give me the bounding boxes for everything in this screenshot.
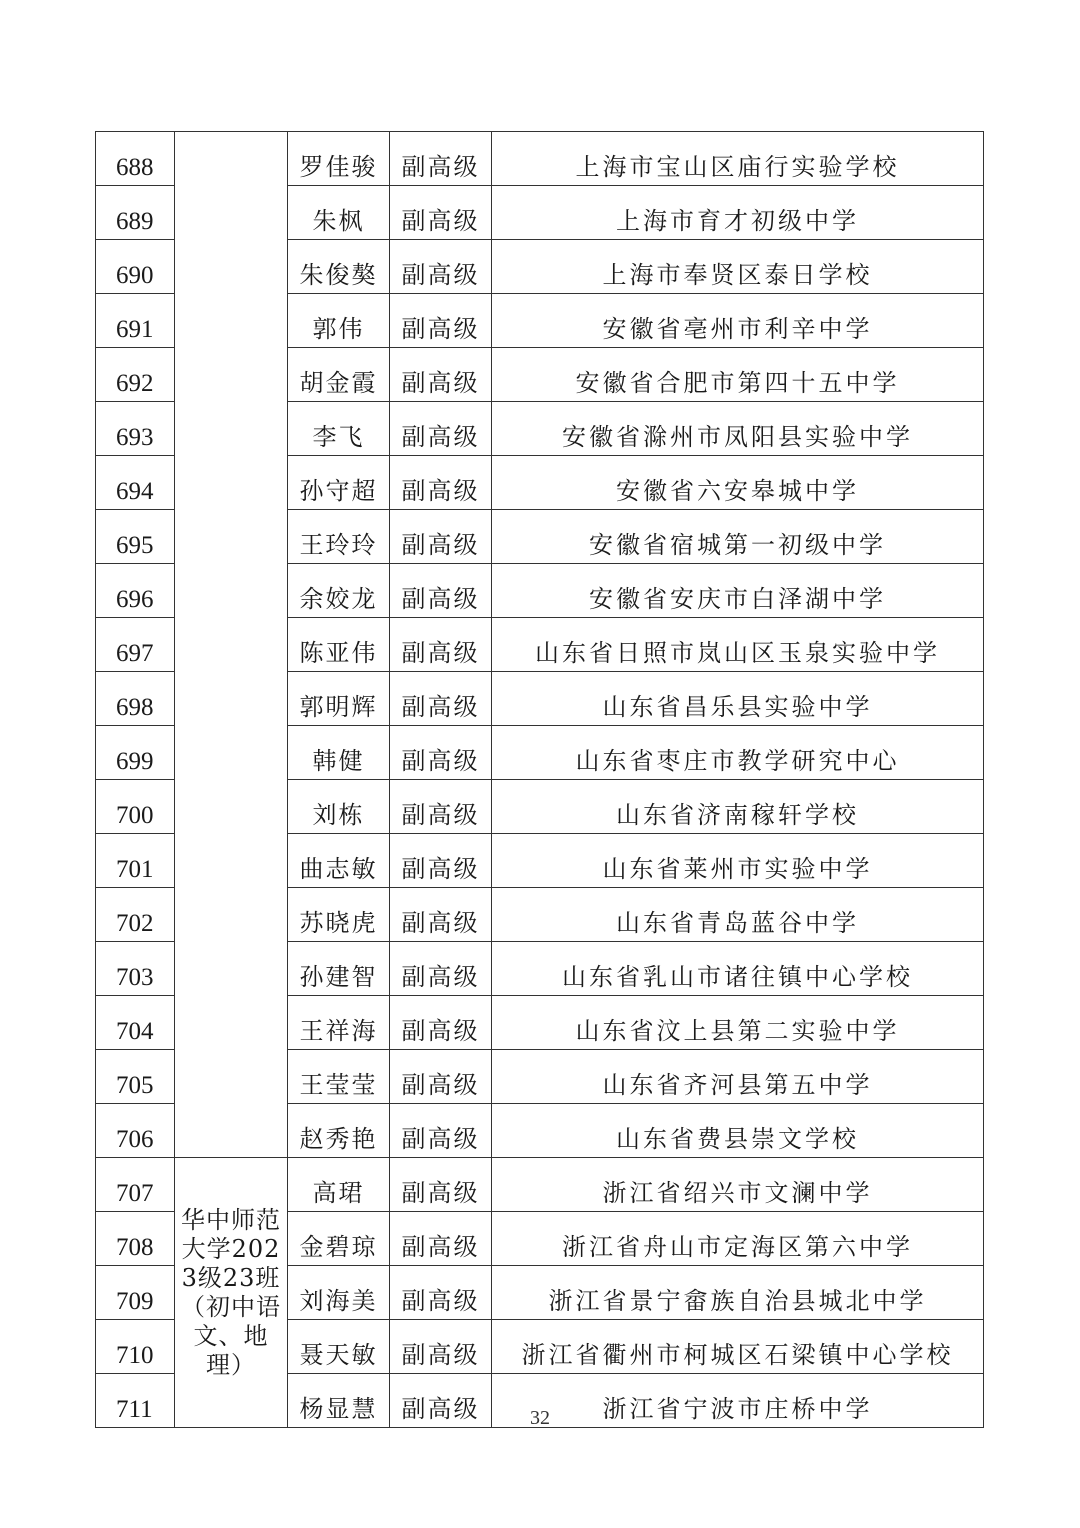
roster-table (95, 131, 984, 1428)
school-name-cell: 山东省莱州市实验中学 (492, 834, 984, 888)
teacher-name-cell: 金碧琼 (288, 1212, 390, 1266)
school-name-cell: 山东省齐河县第五中学 (492, 1050, 984, 1104)
teacher-name-cell: 王莹莹 (288, 1050, 390, 1104)
serial-number-cell: 696 (96, 564, 175, 618)
teacher-name-cell: 刘栋 (288, 780, 390, 834)
serial-number-cell: 697 (96, 618, 175, 672)
table-row (96, 132, 984, 186)
serial-number-cell: 694 (96, 456, 175, 510)
serial-number-cell: 710 (96, 1320, 175, 1374)
serial-number-cell: 703 (96, 942, 175, 996)
school-name-cell: 浙江省景宁畲族自治县城北中学 (492, 1266, 984, 1320)
teacher-name-cell: 李飞 (288, 402, 390, 456)
school-name-cell: 安徽省亳州市利辛中学 (492, 294, 984, 348)
teacher-name-cell: 孙守超 (288, 456, 390, 510)
professional-title-cell: 副高级 (390, 888, 492, 942)
serial-number-cell: 698 (96, 672, 175, 726)
school-name-cell: 安徽省安庆市白泽湖中学 (492, 564, 984, 618)
professional-title-cell: 副高级 (390, 726, 492, 780)
teacher-name-cell: 王玲玲 (288, 510, 390, 564)
professional-title-cell: 副高级 (390, 1212, 492, 1266)
professional-title-cell: 副高级 (390, 510, 492, 564)
teacher-name-cell: 高珺 (288, 1158, 390, 1212)
professional-title-cell: 副高级 (390, 402, 492, 456)
serial-number-cell: 708 (96, 1212, 175, 1266)
teacher-name-cell: 刘海美 (288, 1266, 390, 1320)
professional-title-cell: 副高级 (390, 186, 492, 240)
class-group-cell (175, 132, 288, 1158)
school-name-cell: 安徽省滁州市凤阳县实验中学 (492, 402, 984, 456)
teacher-name-cell: 郭明辉 (288, 672, 390, 726)
serial-number-cell: 704 (96, 996, 175, 1050)
serial-number-cell: 701 (96, 834, 175, 888)
serial-number-cell: 699 (96, 726, 175, 780)
professional-title-cell: 副高级 (390, 1050, 492, 1104)
school-name-cell: 上海市宝山区庙行实验学校 (492, 132, 984, 186)
teacher-name-cell: 陈亚伟 (288, 618, 390, 672)
page-number: 32 (530, 1407, 550, 1429)
teacher-name-cell: 朱俊獒 (288, 240, 390, 294)
teacher-name-cell: 苏晓虎 (288, 888, 390, 942)
serial-number-cell: 691 (96, 294, 175, 348)
teacher-name-cell: 杨显慧 (288, 1374, 390, 1428)
school-name-cell: 上海市育才初级中学 (492, 186, 984, 240)
teacher-name-cell: 罗佳骏 (288, 132, 390, 186)
professional-title-cell: 副高级 (390, 132, 492, 186)
serial-number-cell: 688 (96, 132, 175, 186)
serial-number-cell: 692 (96, 348, 175, 402)
school-name-cell: 安徽省六安皋城中学 (492, 456, 984, 510)
professional-title-cell: 副高级 (390, 618, 492, 672)
roster-body (96, 132, 984, 1428)
school-name-cell: 山东省济南稼轩学校 (492, 780, 984, 834)
professional-title-cell: 副高级 (390, 240, 492, 294)
school-name-cell: 安徽省合肥市第四十五中学 (492, 348, 984, 402)
teacher-name-cell: 韩健 (288, 726, 390, 780)
professional-title-cell: 副高级 (390, 294, 492, 348)
professional-title-cell: 副高级 (390, 1158, 492, 1212)
teacher-name-cell: 余姣龙 (288, 564, 390, 618)
teacher-name-cell: 聂天敏 (288, 1320, 390, 1374)
school-name-cell: 浙江省舟山市定海区第六中学 (492, 1212, 984, 1266)
school-name-cell: 山东省费县崇文学校 (492, 1104, 984, 1158)
school-name-cell: 上海市奉贤区泰日学校 (492, 240, 984, 294)
table-row (96, 1158, 984, 1212)
serial-number-cell: 690 (96, 240, 175, 294)
school-name-cell: 浙江省绍兴市文澜中学 (492, 1158, 984, 1212)
school-name-cell: 山东省乳山市诸往镇中心学校 (492, 942, 984, 996)
serial-number-cell: 706 (96, 1104, 175, 1158)
serial-number-cell: 702 (96, 888, 175, 942)
school-name-cell: 山东省昌乐县实验中学 (492, 672, 984, 726)
teacher-name-cell: 胡金霞 (288, 348, 390, 402)
serial-number-cell: 711 (96, 1374, 175, 1428)
school-name-cell: 浙江省宁波市庄桥中学 (492, 1374, 984, 1428)
professional-title-cell: 副高级 (390, 1320, 492, 1374)
school-name-cell: 山东省日照市岚山区玉泉实验中学 (492, 618, 984, 672)
serial-number-cell: 693 (96, 402, 175, 456)
professional-title-cell: 副高级 (390, 348, 492, 402)
school-name-cell: 浙江省衢州市柯城区石梁镇中心学校 (492, 1320, 984, 1374)
school-name-cell: 安徽省宿城第一初级中学 (492, 510, 984, 564)
class-group-cell (175, 1158, 288, 1428)
teacher-name-cell: 郭伟 (288, 294, 390, 348)
teacher-name-cell: 王祥海 (288, 996, 390, 1050)
professional-title-cell: 副高级 (390, 1266, 492, 1320)
teacher-name-cell: 赵秀艳 (288, 1104, 390, 1158)
school-name-cell: 山东省枣庄市教学研究中心 (492, 726, 984, 780)
professional-title-cell: 副高级 (390, 672, 492, 726)
serial-number-cell: 689 (96, 186, 175, 240)
teacher-name-cell: 朱枫 (288, 186, 390, 240)
serial-number-cell: 709 (96, 1266, 175, 1320)
professional-title-cell: 副高级 (390, 996, 492, 1050)
class-group-label: 华中师范大学2023级23班（初中语文、地理） (181, 1205, 281, 1379)
teacher-name-cell: 曲志敏 (288, 834, 390, 888)
professional-title-cell: 副高级 (390, 1374, 492, 1428)
professional-title-cell: 副高级 (390, 456, 492, 510)
serial-number-cell: 707 (96, 1158, 175, 1212)
serial-number-cell: 695 (96, 510, 175, 564)
teacher-name-cell: 孙建智 (288, 942, 390, 996)
professional-title-cell: 副高级 (390, 564, 492, 618)
serial-number-cell: 700 (96, 780, 175, 834)
professional-title-cell: 副高级 (390, 1104, 492, 1158)
professional-title-cell: 副高级 (390, 942, 492, 996)
professional-title-cell: 副高级 (390, 834, 492, 888)
serial-number-cell: 705 (96, 1050, 175, 1104)
school-name-cell: 山东省汶上县第二实验中学 (492, 996, 984, 1050)
school-name-cell: 山东省青岛蓝谷中学 (492, 888, 984, 942)
professional-title-cell: 副高级 (390, 780, 492, 834)
